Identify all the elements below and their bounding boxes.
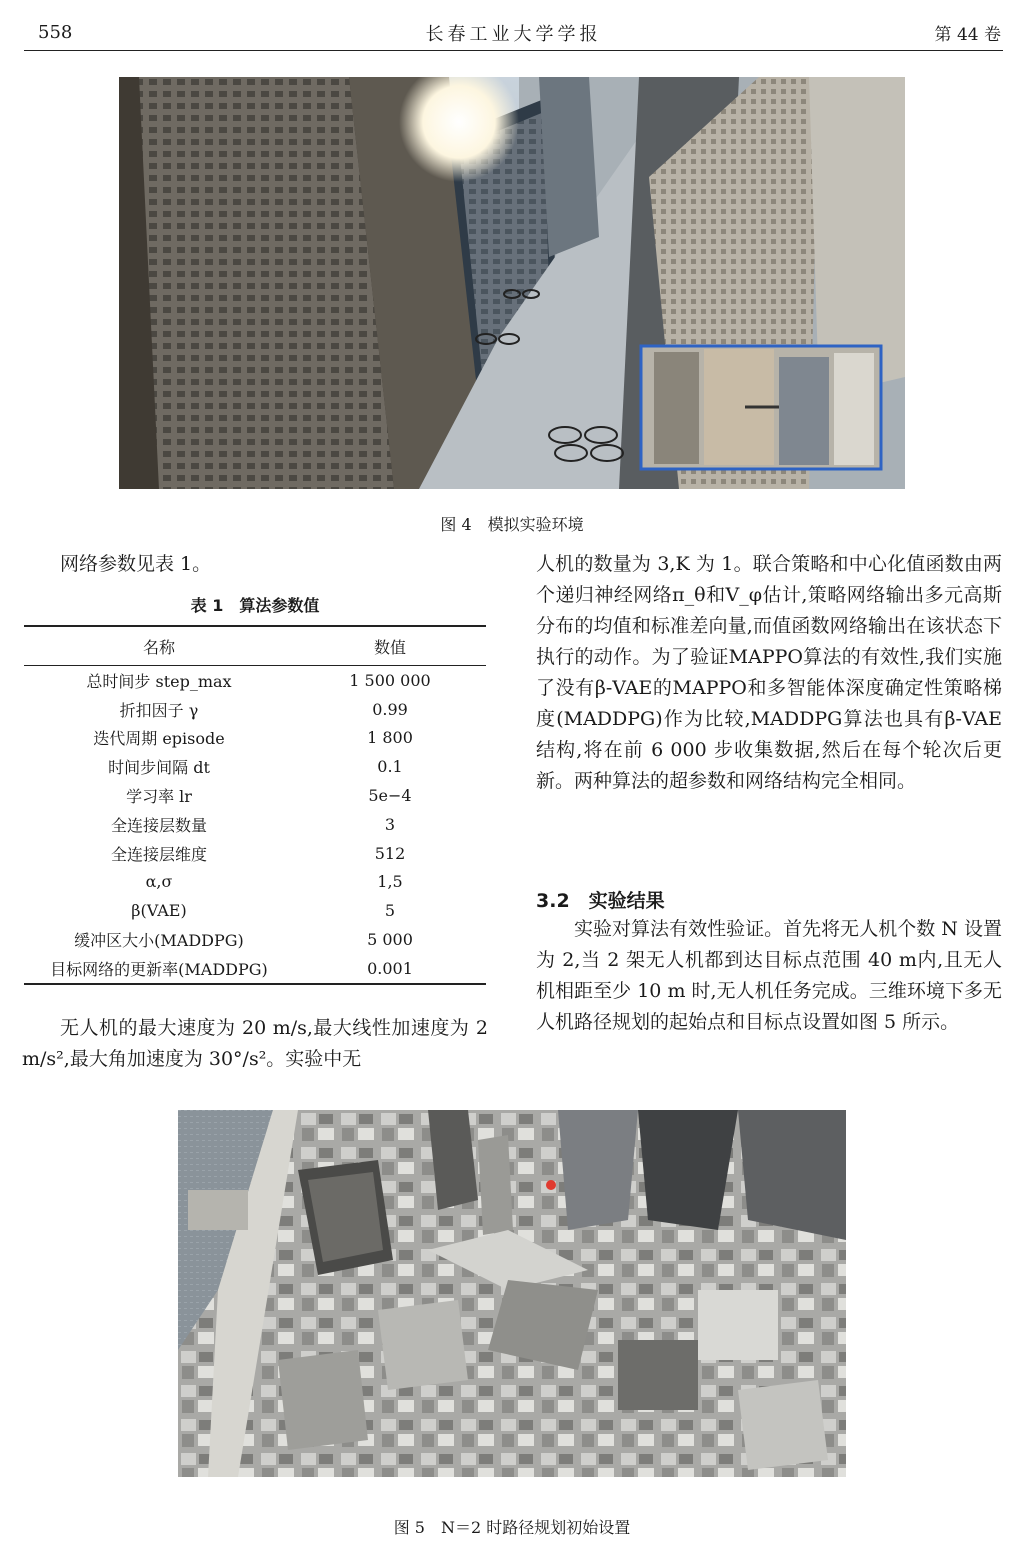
param-name: 全连接层维度 [110,844,207,864]
param-name: 学习率 lr [126,787,192,807]
table-row [24,695,486,724]
param-name: 缓冲区大小(MADDPG) [74,931,244,951]
left-intro-text: 网络参数见表 1。 [60,553,212,575]
table-row [24,724,486,753]
table-row [24,896,486,925]
param-value: 5 000 [367,930,413,950]
table-row [24,666,486,695]
param-value: 5e−4 [368,786,412,806]
param-name: 折扣因子 γ [119,700,199,720]
param-value: 0.99 [372,699,408,719]
page-number: 558 [38,22,73,43]
table-row [24,752,486,781]
table-header-value: 数值 [294,626,486,666]
table-row [24,954,486,984]
param-value: 1 800 [367,728,413,748]
table-row [24,781,486,810]
param-name: 时间步间隔 dt [108,758,210,778]
journal-title: 长春工业大学学报 [425,24,602,45]
param-value: 5 [384,901,396,921]
param-name: 目标网络的更新率(MADDPG) [24,954,294,984]
param-name: α,σ [145,872,173,892]
param-value: 1 500 000 [349,670,431,690]
right-paragraph-1: 人机的数量为 3,K 为 1。联合策略和中心化值函数由两个递归神经网络π_θ和V_φ估计,策略网络输出多元高斯分布的均值和标准差向量,而值函数网络输出在该状态下执行的动作。为了验证MAPPO算法的有效性,我们实施了没有β-VAE的MAPPO和多智能体深度确定性策略梯度(MADDPG)作为比较,MADDPG算法也具有β-VAE结构,将在前 6 000 步收集数据,然后在每个轮次后更新。两种算法的超参数和网络结构完全相同。 [536,553,1002,792]
param-value: 0.1 [377,757,403,777]
volume-label: 第 44 卷 [934,25,1001,45]
param-name: 总时间步 step_max [86,671,232,691]
table-1-title: 表 1 算法参数值 [190,596,320,615]
table-row [24,925,486,954]
figure-4-caption: 图 4 模拟实验环境 [440,515,584,534]
param-value: 512 [374,843,406,863]
header-rule [24,50,1003,51]
param-value: 3 [384,814,396,834]
table-header-name: 名称 [24,626,294,666]
section-heading: 3.2 实验结果 [536,890,665,912]
param-value: 1,5 [377,872,403,892]
param-name: β(VAE) [131,901,187,921]
figure-5-image [178,1110,846,1477]
table-row [24,810,486,839]
param-name: 迭代周期 episode [93,729,225,749]
figure-4-image [119,77,905,489]
left-paragraph-2: 无人机的最大速度为 20 m/s,最大线性加速度为 2 m/s²,最大角加速度为 30°/s²。实验中无 [22,1017,488,1070]
parameter-table [24,625,486,985]
param-name: 全连接层数量 [110,815,207,835]
table-row [24,839,486,868]
running-header [24,18,1003,46]
right-paragraph-2: 实验对算法有效性验证。首先将无人机个数 N 设置为 2,当 2 架无人机都到达目标点范围 40 m内,且无人机相距至少 10 m 时,无人机任务完成。三维环境下多无人机路径规划的起始点和目标点设置如图 5 所示。 [536,918,1002,1033]
param-value: 0.001 [294,954,486,984]
table-row [24,868,486,897]
figure-5-caption: 图 5 N＝2 时路径规划初始设置 [393,1518,631,1537]
